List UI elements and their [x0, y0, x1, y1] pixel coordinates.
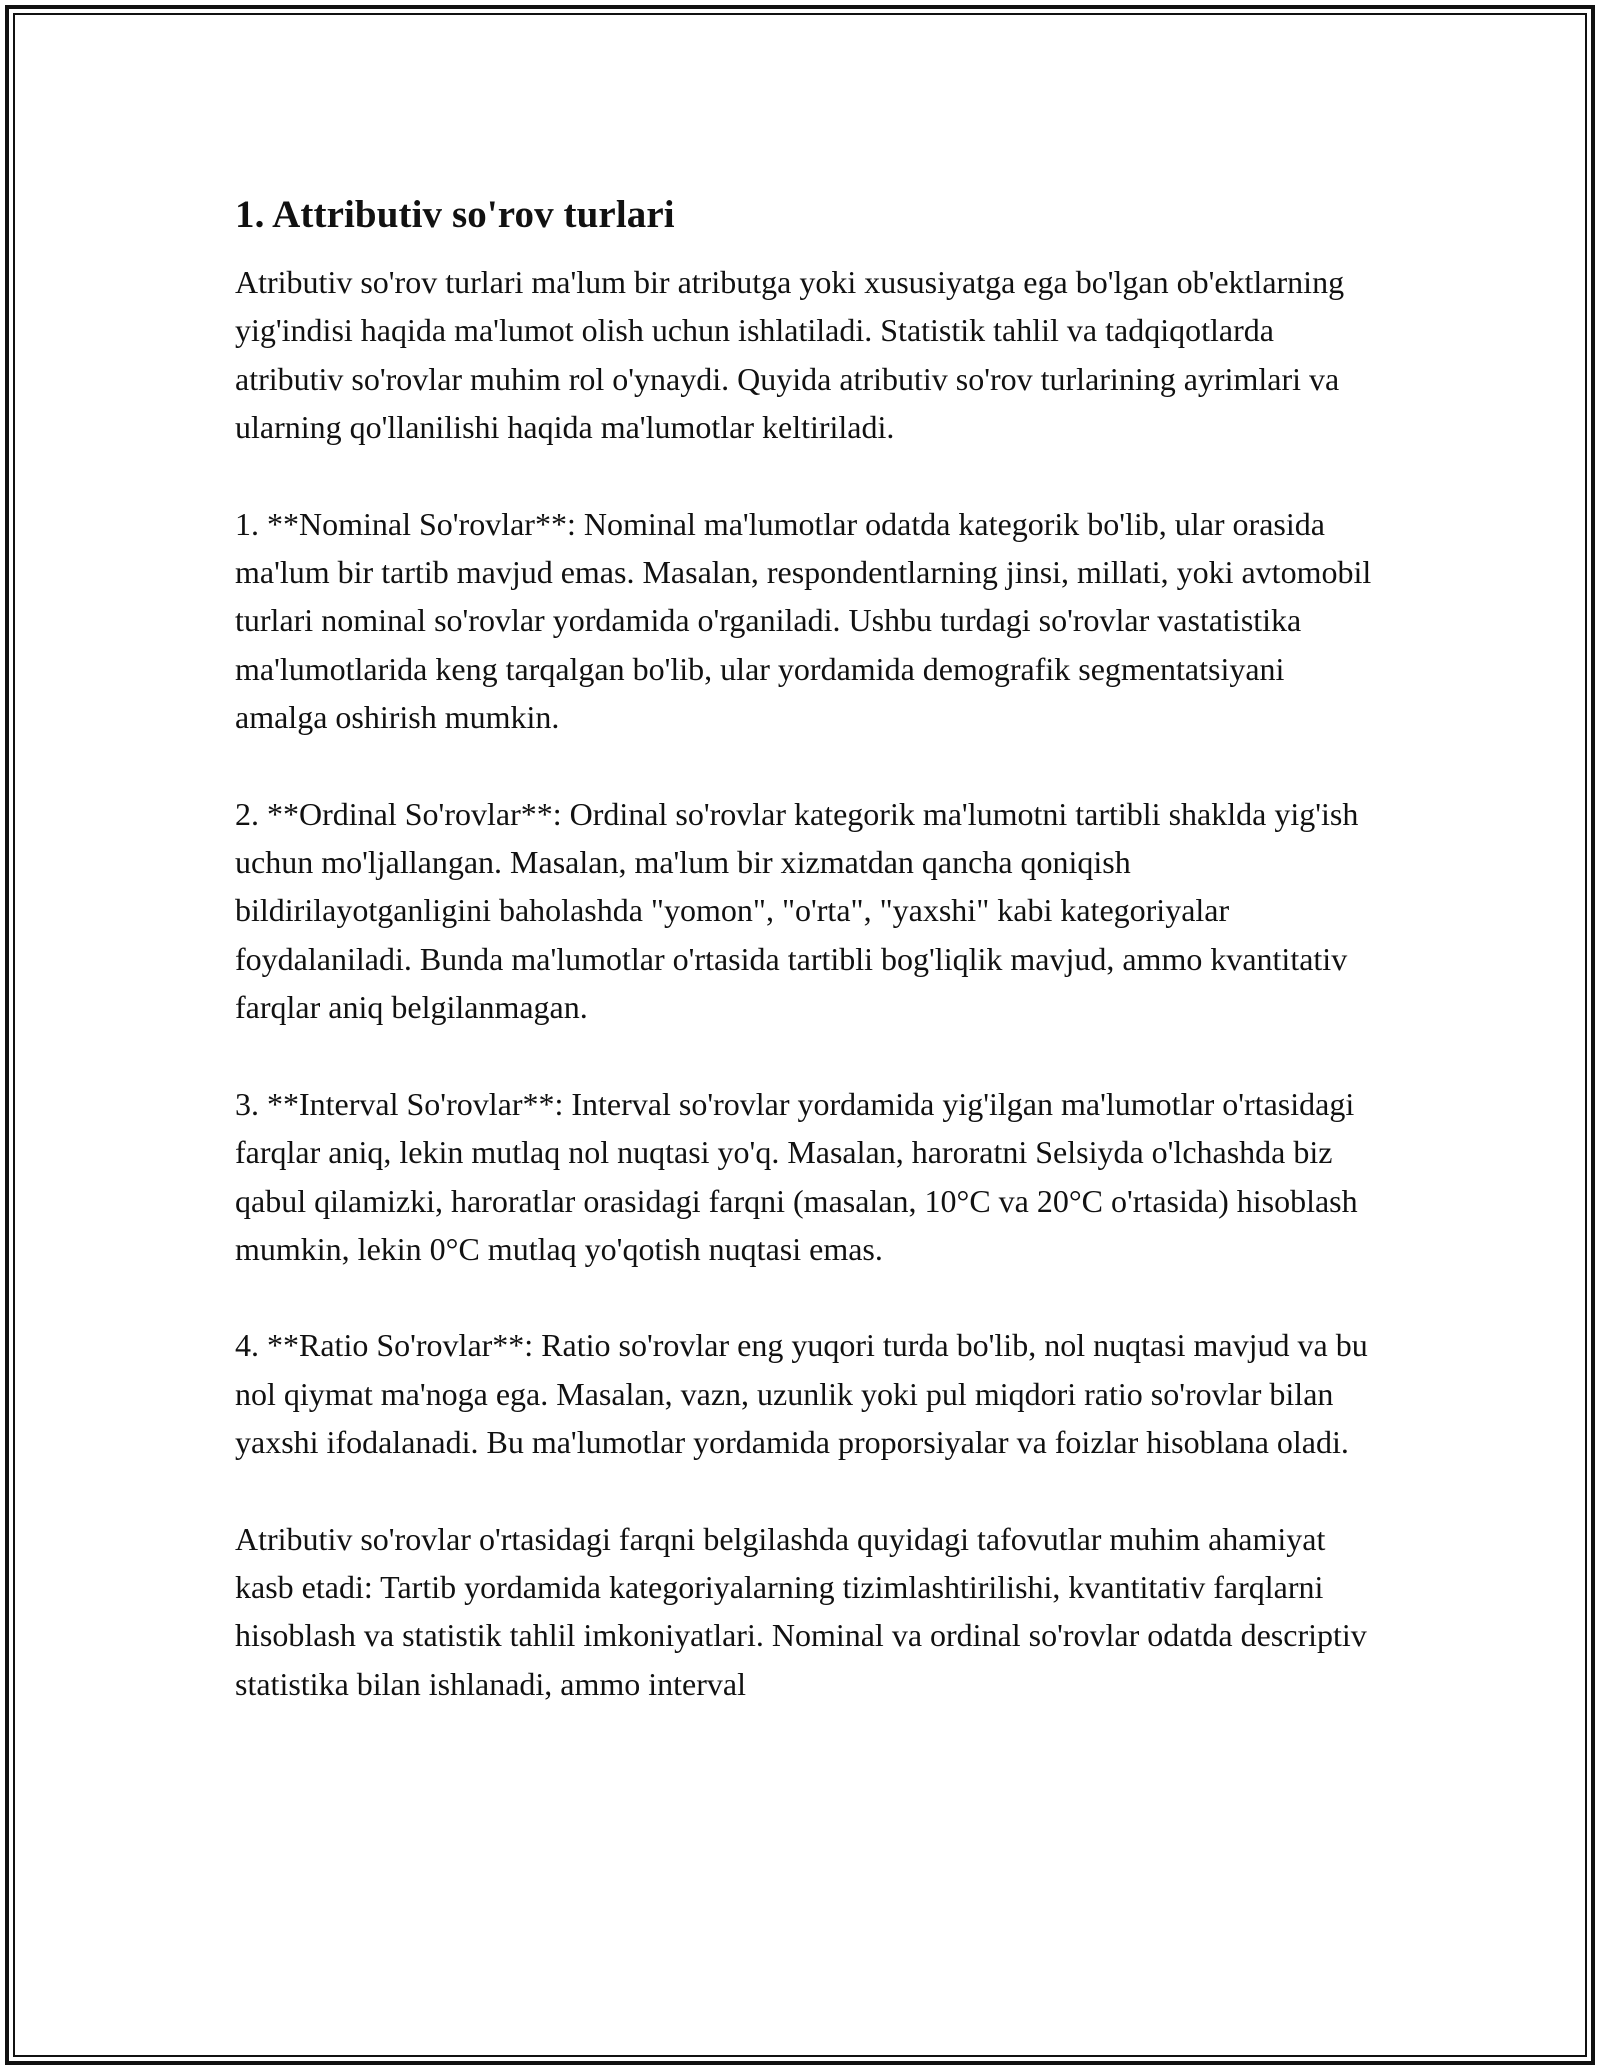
document-body: [235, 190, 1375, 1708]
intro-paragraph: Atributiv so'rov turlari ma'lum bir atributga yoki xususiyatga ega bo'lgan ob'ektlarning yig'indisi haqida ma'lumot olish uchun ishlatiladi. Statistik tahlil va tadqiqotlarda atributiv so'rovlar muhim rol o'ynaydi. Quyida atributiv so'rov turlarining ayrimlari va ularning qo'llanilishi haqida ma'lumotlar keltiriladi.: [235, 264, 1345, 446]
nominal-paragraph: 1. **Nominal So'rovlar**: Nominal ma'lumotlar odatda kategorik bo'lib, ular orasida ma'lum bir tartib mavjud emas. Masalan, respondentlarning jinsi, millati, yoki avtomobil turlari nominal so'rovlar yordamida o'rganiladi. Ushbu turdagi so'rovlar vastatistika ma'lumotlarida keng tarqalgan bo'lib, ular yordamida demografik segmentatsiyani amalga oshirish mumkin.: [235, 505, 1372, 736]
section-heading: 1. Attributiv so'rov turlari: [235, 193, 675, 236]
summary-paragraph: Atributiv so'rovlar o'rtasidagi farqni belgilashda quyidagi tafovutlar muhim ahamiyat kasb etadi: Tartib yordamida kategoriyalarning tizimlashtirilishi, kvantitativ farqlarni hisoblash va statistik tahlil imkoniyatlari. Nominal va ordinal so'rovlar odatda descriptiv statistika bilan ishlanadi, ammo interval: [235, 1520, 1367, 1702]
ratio-paragraph: 4. **Ratio So'rovlar**: Ratio so'rovlar eng yuqori turda bo'lib, nol nuqtasi mavjud va bu nol qiymat ma'noga ega. Masalan, vazn, uzunlik yoki pul miqdori ratio so'rovlar bilan yaxshi ifodalanadi. Bu ma'lumotlar yordamida proporsiyalar va foizlar hisoblana oladi.: [235, 1327, 1368, 1461]
interval-paragraph: 3. **Interval So'rovlar**: Interval so'rovlar yordamida yig'ilgan ma'lumotlar o'rtasidagi farqlar aniq, lekin mutlaq nol nuqtasi yo'q. Masalan, haroratni Selsiyda o'lchashda biz qabul qilamizki, haroratlar orasidagi farqni (masalan, 10°C va 20°C o'rtasida) hisoblash mumkin, lekin 0°C mutlaq yo'qotish nuqtasi emas.: [235, 1085, 1358, 1267]
ordinal-paragraph: 2. **Ordinal So'rovlar**: Ordinal so'rovlar kategorik ma'lumotni tartibli shaklda yig'ish uchun mo'ljallangan. Masalan, ma'lum bir xizmatdan qancha qoniqish bildirilayotganligini baholashda "yomon", "o'rta", "yaxshi" kabi kategoriyalar foydalaniladi. Bunda ma'lumotlar o'rtasida tartibli bog'liqlik mavjud, ammo kvantitativ farqlar aniq belgilanmagan.: [235, 795, 1359, 1026]
